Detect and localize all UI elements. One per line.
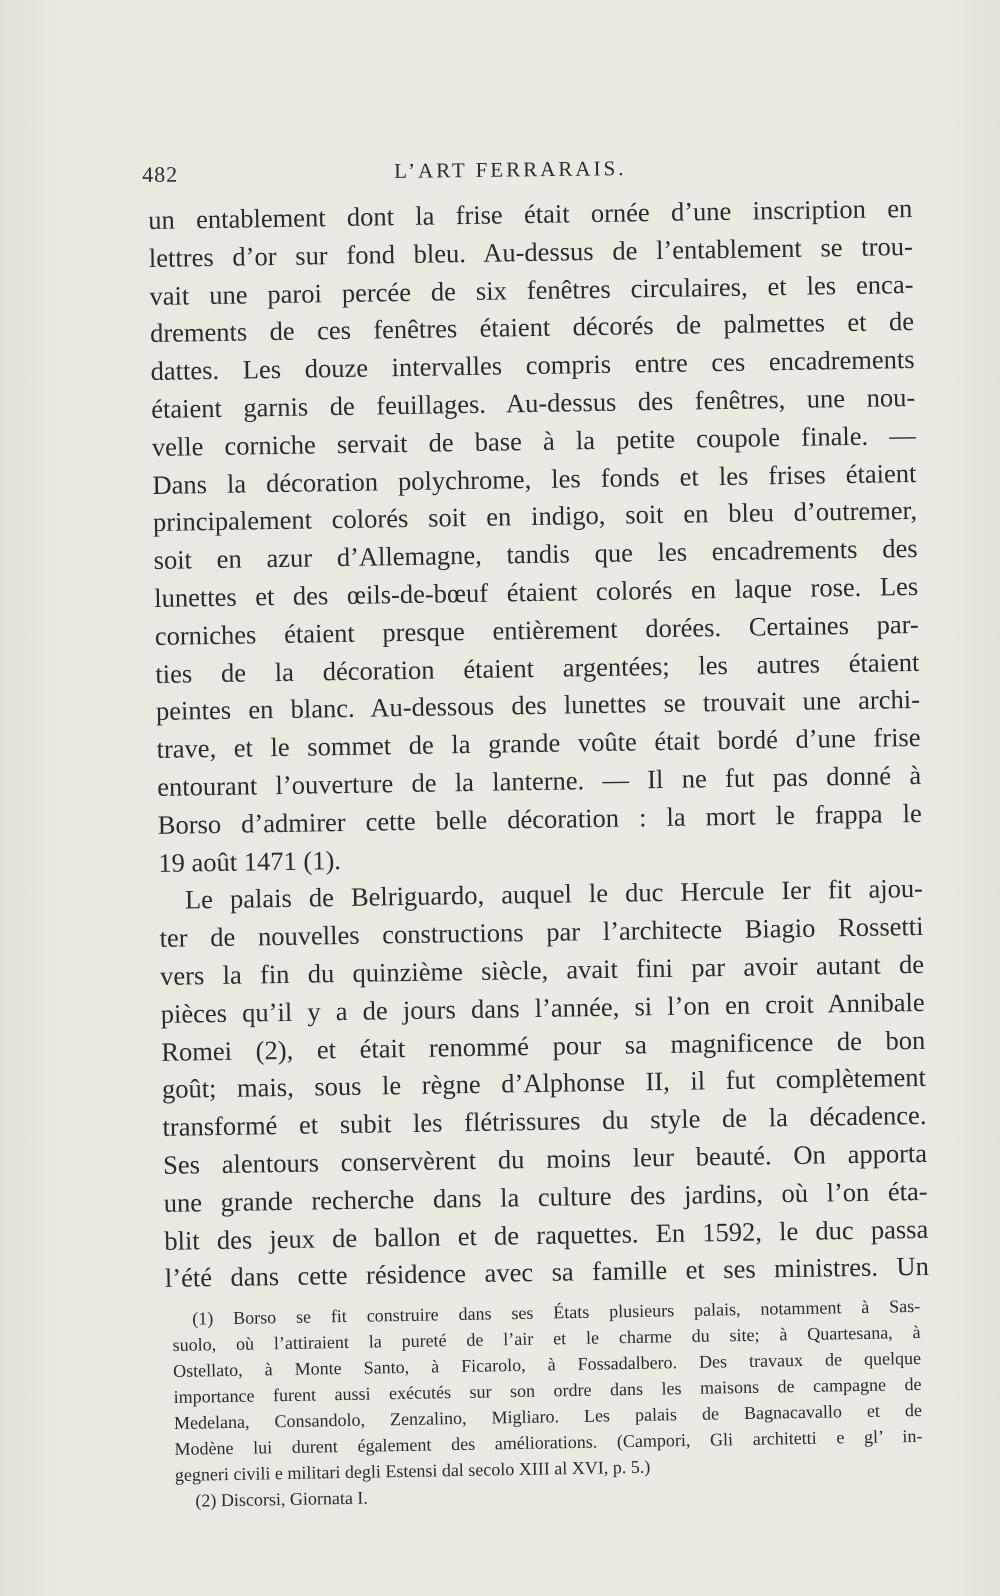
body-line: Ses alentours conservèrent du moins leur beauté. On apporta xyxy=(162,1137,928,1180)
footnote-1-line: gegneri civili e militari degli Estensi dal secolo XIII al XVI, p. 5.) xyxy=(174,1456,651,1485)
body-line: Romei (2), et était renommé pour sa magnificence de bon xyxy=(161,1024,926,1067)
body-line: transformé et subit les flétrissures du style de la décadence. xyxy=(162,1100,927,1143)
footnote-1-line: (1) Borso se fit construire dans ses États plusieurs palais, notamment à Sas- xyxy=(192,1295,921,1329)
body-line: Borso d’admirer cette belle décoration : la mort le frappa le xyxy=(157,797,922,840)
body-text xyxy=(148,190,929,1298)
body-line: un entablement dont la frise était ornée d’une inscription en xyxy=(148,192,913,235)
footnote-1-line: Medelana, Consandolo, Zenzalino, Migliaro. Les palais de Bagnacavallo et de xyxy=(173,1399,923,1433)
body-line: blit des jeux de ballon et de raquettes. En 1592, le duc passa xyxy=(164,1213,929,1256)
paragraph-start-line: Le palais de Belriguardo, auquel le duc Hercule Ier fit ajou- xyxy=(184,873,924,915)
body-line: drements de ces fenêtres étaient décorés de palmettes et de xyxy=(149,306,915,349)
body-line: corniches étaient presque entièrement dorées. Certaines par- xyxy=(154,608,919,651)
footnotes xyxy=(172,1293,924,1514)
body-line: goût; mais, sous le règne d’Alphonse II, il fut complètement xyxy=(161,1062,927,1105)
body-line: velle corniche servait de base à la petite coupole finale. — xyxy=(151,419,916,462)
body-line: étaient garnis de feuillages. Au-dessus des fenêtres, une nou- xyxy=(151,381,916,424)
body-line: peintes en blanc. Au-dessous des lunettes se trouvait une archi- xyxy=(155,684,921,727)
body-line: soit en azur d’Allemagne, tandis que les encadrements des xyxy=(153,533,918,576)
footnote-2-line: (2) Discorsi, Giornata I. xyxy=(195,1487,369,1511)
body-line: pièces qu’il y a de jours dans l’année, si l’on en croit Annibale xyxy=(160,986,925,1029)
body-line: lunettes et des œils-de-bœuf étaient colorés en laque rose. Les xyxy=(153,570,919,613)
body-line: l’été dans cette résidence avec sa famille et ses ministres. Un xyxy=(164,1251,930,1294)
body-line: une grande recherche dans la culture des jardins, où l’on éta- xyxy=(163,1175,928,1218)
running-head: L’ART FERRARAIS. xyxy=(394,156,627,183)
body-line: vers la fin du quinzième siècle, avait fini par avoir autant de xyxy=(159,948,925,991)
body-line: principalement colorés soit en indigo, soit en bleu d’outremer, xyxy=(152,495,918,538)
body-line: ter de nouvelles constructions par l’architecte Biagio Rossetti xyxy=(159,911,924,954)
body-line: Dans la décoration polychrome, les fonds et les frises étaient xyxy=(152,457,917,500)
page-header xyxy=(142,151,902,196)
footnote-1-line: Modène lui durent également des améliorations. (Campori, Gli architetti e gl’ in- xyxy=(174,1425,923,1459)
page-number: 482 xyxy=(142,161,179,187)
body-line: ties de la décoration étaient argentées; les autres étaient xyxy=(155,646,920,689)
body-line: dattes. Les douze intervalles compris entre ces encadrements xyxy=(150,344,915,387)
body-line: lettres d’or sur fond bleu. Au-dessus de l’entablement se trou- xyxy=(148,230,914,273)
body-line: entourant l’ouverture de la lanterne. — Il ne fut pas donné à xyxy=(156,759,922,802)
footnote-1-line: suolo, où l’attiraient la pureté de l’air et le charme du site; à Quartesana, à xyxy=(172,1321,921,1355)
body-line: 19 août 1471 (1). xyxy=(158,844,342,878)
body-line: vait une paroi percée de six fenêtres circulaires, et les enca- xyxy=(149,268,914,311)
body-line: trave, et le sommet de la grande voûte était bordé d’une frise xyxy=(156,722,921,765)
footnote-1-line: importance furent aussi exécutés sur son ordre dans les maisons de campagne de xyxy=(173,1373,922,1407)
footnote-1-line: Ostellato, à Monte Santo, à Ficarolo, à Fossadalbero. Des travaux de quelque xyxy=(172,1347,922,1381)
